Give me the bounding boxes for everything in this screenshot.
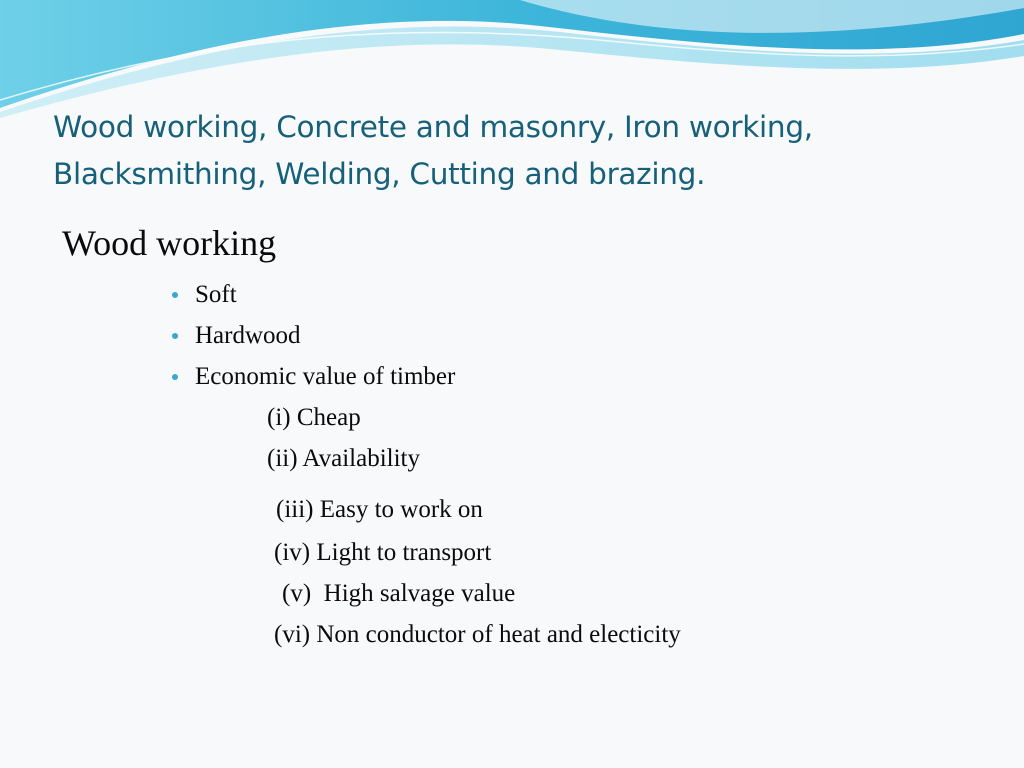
bullet-item-economic-value: Economic value of timber — [195, 363, 456, 390]
bullet-dot — [172, 333, 178, 339]
slide-title-line-2: Blacksmithing, Welding, Cutting and brazing. — [53, 157, 706, 191]
sub-item-non-conductor: (vi) Non conductor of heat and electicity — [274, 621, 681, 648]
slide-title-line-1: Wood working, Concrete and masonry, Iron working, — [53, 110, 813, 144]
header-wave-decoration — [0, 0, 1024, 120]
sub-item-salvage-value: (v) High salvage value — [282, 580, 516, 607]
bullet-item-soft: Soft — [195, 281, 237, 308]
bullet-dot — [172, 374, 178, 380]
sub-item-easy-to-work: (iii) Easy to work on — [276, 496, 483, 523]
section-heading: Wood working — [62, 223, 277, 263]
slide-title — [53, 104, 993, 198]
sub-item-availability: (ii) Availability — [267, 445, 420, 472]
sub-item-cheap: (i) Cheap — [267, 404, 361, 431]
bullet-dot — [172, 292, 178, 298]
sub-item-light-to-transport: (iv) Light to transport — [274, 539, 492, 566]
bullet-item-hardwood: Hardwood — [195, 322, 301, 349]
